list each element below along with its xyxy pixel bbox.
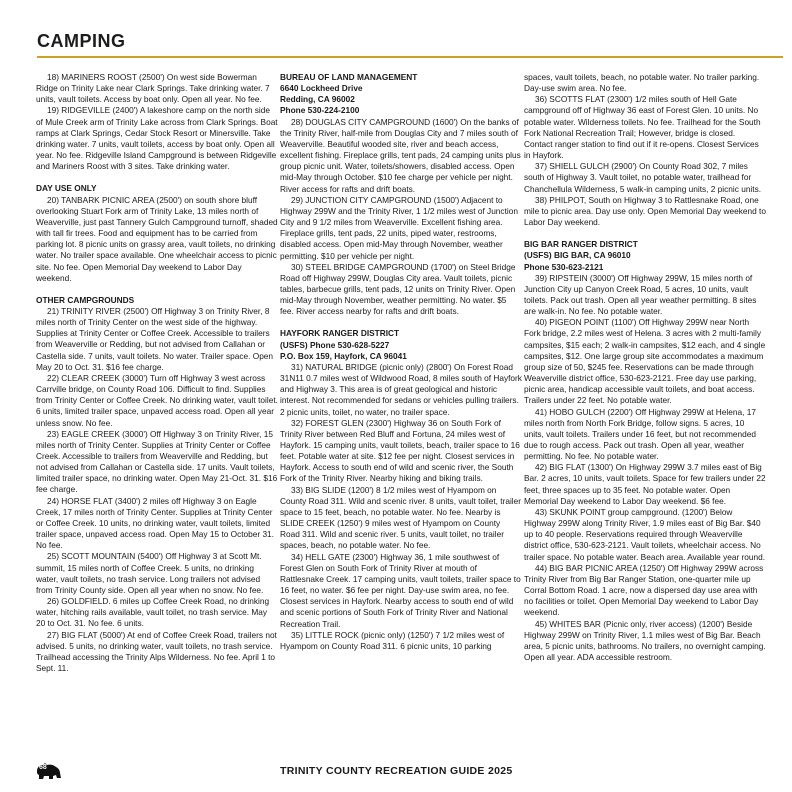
campground-entry: 19) RIDGEVILLE (2400') A lakeshore camp on the north side of Mule Creek arm of Trinity Lake across from Clark Springs. Boat ramps at Clark Springs, Cedar Stock Resort or Minersville. Take drinking water. 7 units, vault toilets, access by boat only. Open all year. No fee. Ridgeville Island Campground is between Ridgeville and Mariners Roost with 3 sites. Take drinking water. — [36, 105, 278, 172]
campground-entry: 27) BIG FLAT (5000') At end of Coffee Creek Road, trailers not advised. 5 units, no drinking water, vault toilets, no trash service. Trailhead accessing the Trinity Alps Wilderness. No fee. April 1 to Sept. 11. — [36, 629, 277, 673]
district-header-line: Phone 530-623-2121 — [524, 261, 604, 272]
page-number-badge — [36, 762, 62, 780]
campground-entry: 33) BIG SLIDE (1200') 8 1/2 miles west of Hyampom on County Road 311. Wild and scenic river. 8 units, vault toilet, trailer space to 15 feet, beach, no potable water. No fee. Nearby is SLIDE CREEK (1250') 9 miles west of Hyampom on County Road 311. Wild and scenic river. 5 units, vault toilet, no trailer spaces, beach, no potable water. No fee. — [280, 484, 522, 551]
campground-entry: 45) WHITES BAR (Picnic only, river access) (1200') Beside Highway 299W on Trinity River, 1.1 miles west of Big Bar. Beach area, 5 picnic units, bathrooms. No trailers, no overnight camping. Open all year. ADA accessible restroom. — [524, 618, 766, 662]
column-3 — [524, 72, 766, 663]
district-header-line: (USFS) Phone 530-628-5227 — [280, 339, 390, 350]
spacer — [36, 172, 278, 183]
column-1 — [36, 72, 278, 674]
campground-entry: 28) DOUGLAS CITY CAMPGROUND (1600') On the banks of the Trinity River, half-mile from Douglas City and 7 miles south of Weaverville. Beautiful wooded site, river and beach access, excellent fishing. Fireplace grills, tent pads, 24 camping units plus group picnic unit. Water, toilets/showers, disabled access. Open mid-May through October. $10 fee charge per vehicle per night. River access for rafts and drift boats. — [280, 116, 521, 194]
campground-entry: 41) HOBO GULCH (2200') Off Highway 299W at Helena, 17 miles north from North Fork Bridge, follow signs. 5 acres, 10 units, vault toilets. Trailers under 16 feet, but not recommended due to rough access. Pack out trash. Open all year, weather permitting. No fee. No potable water. — [524, 406, 756, 462]
page-number: 68 — [39, 764, 47, 771]
spacer — [280, 317, 522, 328]
campground-entry: 30) STEEL BRIDGE CAMPGROUND (1700') on Steel Bridge Road off Highway 299W, Douglas City area. Vault toilets, picnic tables, barbecue grills, tent pads, 12 units on Trinity River. Open mid-May through November, weather permitting. No water. $5 fee. River access nearby for rafts and drift boats. — [280, 261, 516, 317]
campground-entry: 39) RIPSTEIN (3000') Off Highway 299W, 15 miles north of Junction City up Canyon Creek Road, 5 acres, 10 units, vault toilets. Pack out trash. Open all year weather permitting. 8 sites are walk-in. No fee. No potable water. — [524, 272, 757, 317]
district-header-line: Phone 530-224-2100 — [280, 105, 360, 116]
campground-entry: 34) HELL GATE (2300') Highway 36, 1 mile southwest of Forest Glen on South Fork of Trinity River at mouth of Rattlesnake Creek. 17 camping units, vault toilets, trailer space to 16 feet, no water. $6 fee per night. Day-use swim area, no fee. Closest services in Hayfork. Nearby access to south end of wild and scenic portions of South Fork of Trinity River and National Recreation Trail. — [280, 551, 521, 629]
campground-entry: 21) TRINITY RIVER (2500') Off Highway 3 on Trinity River, 8 miles north of Trinity Center on the west side of the highway. Supplies at Trinity Center or Coffee Creek. Accessible to trailers from Weaverville or Redding, but not advised from Callahan or Castella side. 7 units, vault toilets. No water. Trailer space. Open May 20 to Oct. 31. $16 fee charge. — [36, 305, 274, 372]
section-heading: DAY USE ONLY — [36, 183, 97, 194]
district-header-line: BUREAU OF LAND MANAGEMENT — [280, 72, 418, 82]
district-header-line: 6640 Lockheed Drive — [280, 83, 363, 94]
campground-entry: 37) SHIELL GULCH (2900') On County Road 302, 7 miles south of Highway 3. Vault toilet, no potable water, trailhead for Chanchellula Wilderness, 5 walk-in camping units, 2 picnic units. — [524, 161, 762, 194]
campground-entry: 32) FOREST GLEN (2300') Highway 36 on South Fork of Trinity River between Red Bluff and Fortuna, 24 miles west of Hayfork. 15 camping units, vault toilets, beach, trailer space to 16 feet. Potable water at site. $12 fee per night. Closest services in Hayfork. Access to south end of wild and scenic river, the South Fork of the Trinity River. Nearby hiking and biking trails. — [280, 417, 520, 484]
campground-entry: 31) NATURAL BRIDGE (picnic only) (2800') On Forest Road 31N11 0.7 miles west of Wildwood Road, 8 miles south of Hayfork and Highway 3. This area is of great geological and historic interest. Not recommended for sedans or vehicles pulling trailers. 2 picnic units, toilet, no water, no trailer space. — [280, 361, 522, 417]
district-header-line: HAYFORK RANGER DISTRICT — [280, 328, 400, 339]
campground-entry: 29) JUNCTION CITY CAMPGROUND (1500') Adjacent to Highway 299W and the Trinity River, 1 1/2 miles west of Junction City and 9 1/2 miles from Weaverville. Excellent fishing area. Fireplace grills, tent pads, 22 units, piped water, restrooms, disabled access. Open mid-May through November, weather permitting. $10 per vehicle per night. — [280, 194, 518, 261]
campground-entry: 40) PIGEON POINT (1100') Off Highway 299W near North Fork bridge, 2.2 miles west of Helena. 3 acres with 2 multi-family campsites, $15 each; 2 walk-in campsites, $12 each, and 4 single campsites, $12. One large group site accommodates a maximum group size of 50, $245 fee. Reservations can be made through Weaverville district office, 530-623-2121. Free day use parking, picnic area, handicap accessible vault toilets, and boat access. Trailers under 22 feet. No potable water. — [524, 317, 766, 406]
page-title: CAMPING — [37, 31, 126, 51]
campground-entry: 43) SKUNK POINT group campground. (1200') Below Highway 299W along Trinity River, 1.9 miles east of Big Bar. $40 up to 40 people. Reservations required through Weaverville district office, 530-623-2121. Vault toilets, wheelchair access. No trailer space. No potable water. Beach area. Available year round. — [524, 506, 766, 562]
page-header — [37, 30, 783, 58]
column-2 — [280, 72, 522, 652]
district-header-line: P.O. Box 159, Hayfork, CA 96041 — [280, 350, 407, 361]
district-header-line: BIG BAR RANGER DISTRICT — [524, 239, 638, 250]
campground-entry: 22) CLEAR CREEK (3000') Turn off Highway 3 west across Carrville bridge, on County Road 106. Difficult to find. Supplies from Trinity Center or Coffee Creek. No drinking water, vault toilet. 6 units, limited trailer space, unpaved access road. Open all year unless snow. No fee. — [36, 372, 278, 428]
campground-entry: 36) SCOTTS FLAT (2300') 1/2 miles south of Hell Gate campground off of Highway 36 east of Forest Glen. 10 units. No potable water. Wilderness toilets. No fee. Trailhead for the South Fork National Recreation Trail; However, bridge is closed. Contact ranger station to find out if it re-opens. Closest Services in Hayfork. — [524, 94, 761, 161]
spacer — [524, 228, 766, 239]
campground-entry: 25) SCOTT MOUNTAIN (5400') Off Highway 3 at Scott Mt. summit, 15 miles north of Coffee Creek. 5 units, no drinking water, vault toilets, no trash service. Long trailers not advised from Trinity County side. Open all year when no snow. No fee. — [36, 551, 264, 595]
campground-entry: 42) BIG FLAT (1300') On Highway 299W 3.7 miles east of Big Bar. 2 acres, 10 units, vault toilets. Space for few trailers under 22 feet, three spaces up to 35 feet. No potable water. Open Memorial Day weekend to Labor Day weekend. $6 fee. — [524, 462, 766, 506]
footer-title: TRINITY COUNTY RECREATION GUIDE 2025 — [280, 765, 513, 777]
campground-entry: 44) BIG BAR PICNIC AREA (1250') Off Highway 299W across Trinity River from Big Bar Ranger Station, one-quarter mile up Corral Bottom Road. 1 acre, now a dispersed day use area with no facilities or toilet. Open Memorial Day weekend to Labor Day weekend. — [524, 562, 764, 618]
campground-entry: 38) PHILPOT, South on Highway 3 to Rattlesnake Road, one mile to picnic area. Day use only. Open Memorial Day weekend to Labor Day weekend. — [524, 194, 766, 228]
district-header-line: Redding, CA 96002 — [280, 94, 355, 105]
campground-entry: 18) MARINERS ROOST (2500') On west side Bowerman Ridge on Trinity Lake near Clark Springs. Take drinking water. 7 units, vault toilets. Access by boat only. Open all year. No fee. — [36, 72, 270, 105]
campground-entry: 24) HORSE FLAT (3400') 2 miles off Highway 3 on Eagle Creek, 17 miles north of Trinity Center. Supplies at Trinity Center or Coffee Creek. 10 units, no drinking water, vault toilets, limited trailer space, unpaved access road. Open May 15 to October 31. No fee. — [36, 495, 274, 551]
campground-entry: 20) TANBARK PICNIC AREA (2500') on south shore bluff overlooking Stuart Fork arm of Trinity Lake, 13 miles north of Weaverville, just past Tannery Gulch Campground turnoff, shaded with tall fir trees. Food and equipment has to be carried from parking lot. 8 picnic units on grassy area, vault toilets, no drinking water. No trailer space available. One wheelchair access to picnic site. No fee. Open Memorial Day weekend to Labor Day weekend. — [36, 194, 278, 283]
campground-entry: 23) EAGLE CREEK (3000') Off Highway 3 on Trinity River, 15 miles north of Trinity Center. Supplies at Trinity Center or Coffee Creek. Accessible to trailers from Weaverville and Redding, but not advised from Callahan or Castella side. 17 units. Vault toilets, limited trailer space, no drinking water. Open May 21-Oct. 31. $16 fee charge. — [36, 428, 278, 495]
campground-entry: 35) LITTLE ROCK (picnic only) (1250') 7 1/2 miles west of Hyampom on County Road 311. 6 picnic units, 10 parking — [280, 629, 505, 651]
campground-entry: 26) GOLDFIELD. 6 miles up Coffee Creek Road, no drinking water, hitching rails available, vault toilet, no trash service. May 20 to Oct. 31. No fee. 6 units. — [36, 596, 270, 629]
paragraph: spaces, vault toilets, beach, no potable water. No trailer parking. Day-use swim area. No fee. — [524, 72, 760, 94]
spacer — [36, 284, 278, 295]
district-header-line: (USFS) BIG BAR, CA 96010 — [524, 250, 631, 261]
section-heading: OTHER CAMPGROUNDS — [36, 294, 135, 305]
